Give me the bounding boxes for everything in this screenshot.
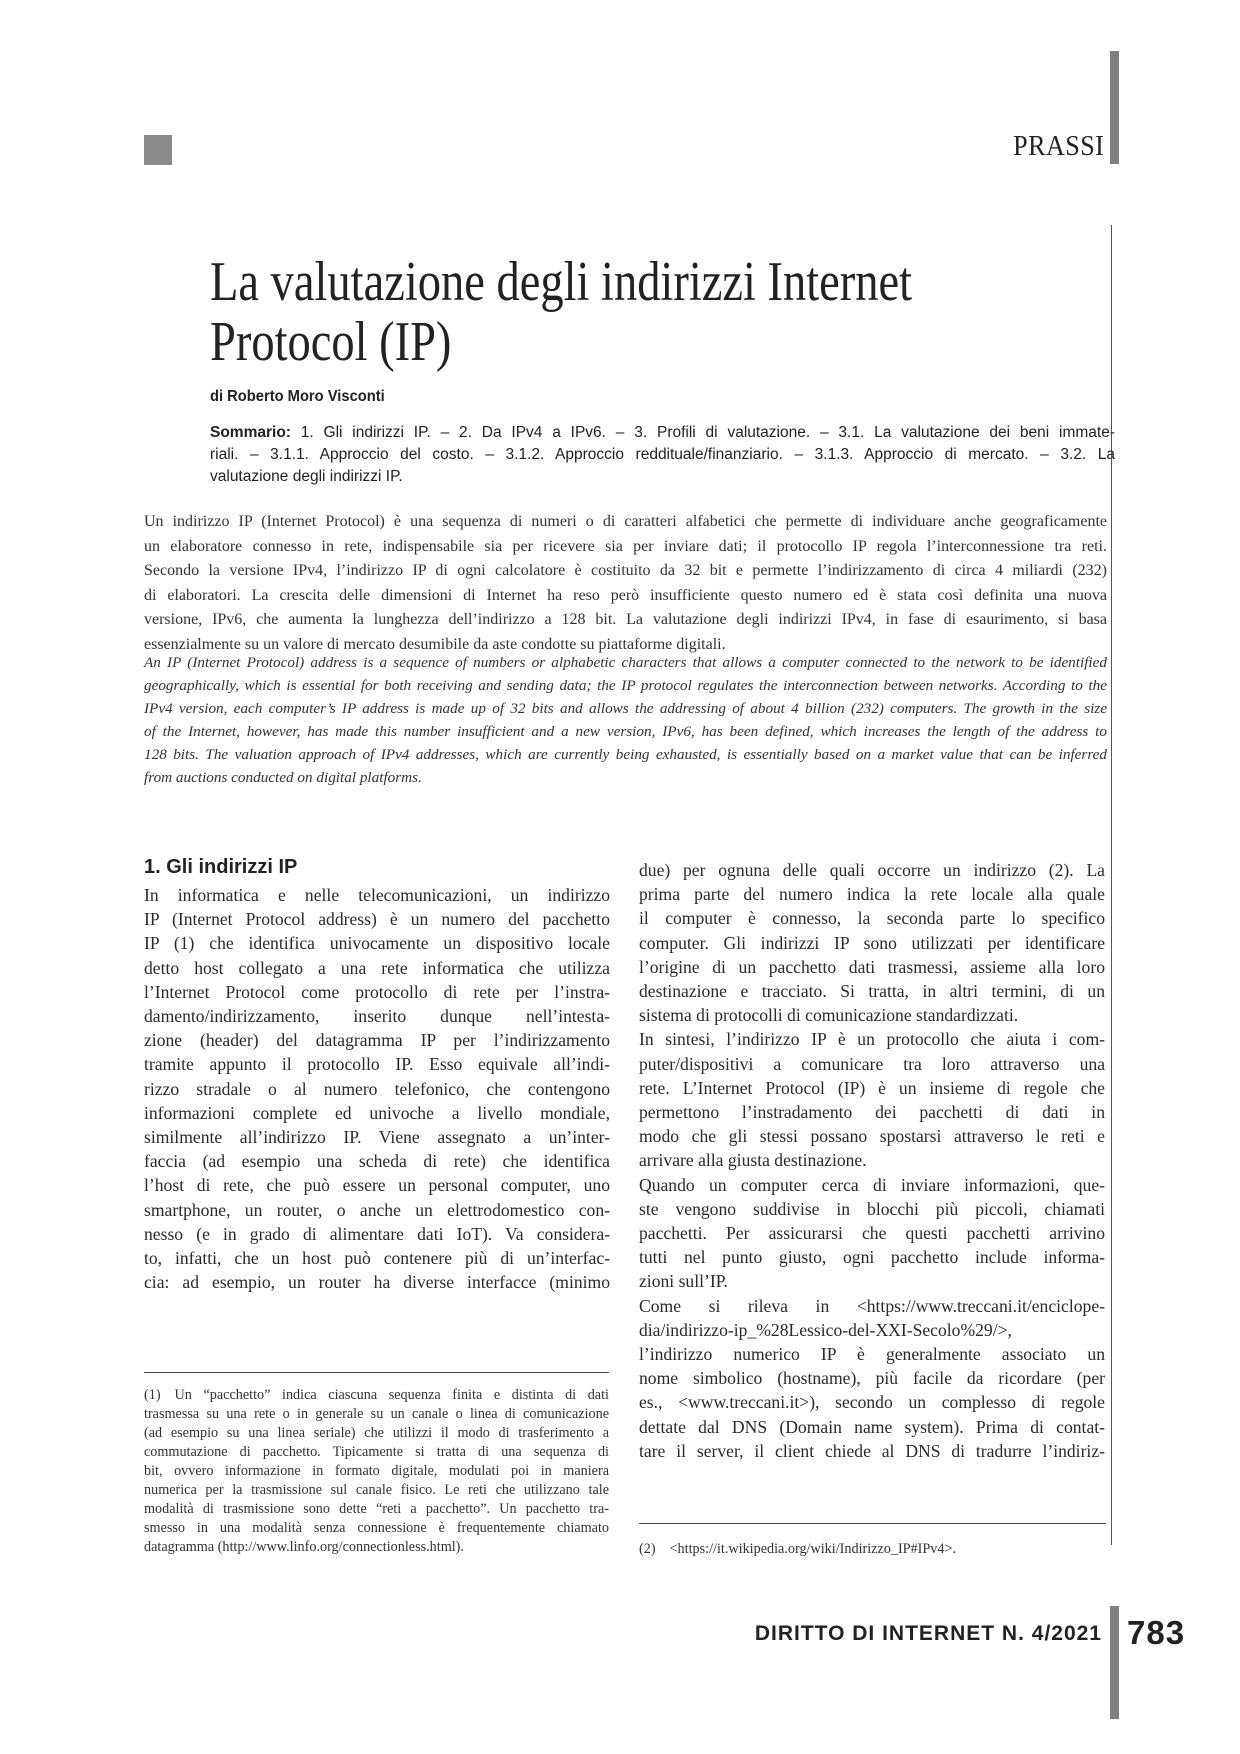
text-line: l’host di rete, che può essere un personal computer, uno [144, 1175, 610, 1196]
text-line: bit, ovvero informazione in formato digitale, modulati poi in maniera [144, 1463, 609, 1479]
summary-line: riali. – 3.1.1. Approccio del costo. – 3.1.2. Approccio reddituale/finanziario. – 3.1.3. Approccio di mercato. – 3.2. La [210, 446, 1115, 463]
text-line: Quando un computer cerca di inviare informazioni, que- [639, 1174, 1105, 1195]
text-line: datagramma (http://www.linfo.org/connectionless.html). [144, 1539, 464, 1555]
text-line: modalità di trasmissione sono dette “reti a pacchetto”. Un pacchetto tra- [144, 1501, 609, 1517]
abstract-italian [144, 510, 1107, 657]
text-line: smesso in una modalità senza connessione è frequentemente chiamato [144, 1520, 609, 1536]
author-byline: di Roberto Moro Visconti [210, 388, 385, 405]
footnote-separator [144, 1372, 609, 1373]
journal-issue: DIRITTO DI INTERNET N. 4/2021 [754, 1622, 1102, 1645]
summary-label: Sommario: [210, 424, 291, 441]
section-marker-square [144, 135, 172, 165]
text-line: modo che gli stessi possano spostarsi attraverso le reti e [639, 1126, 1105, 1147]
text-line: tutti nel punto giusto, ogni pacchetto include informa- [639, 1247, 1105, 1268]
footnote-link[interactable]: <https://it.wikipedia.org/wiki/Indirizzo_IP#IPv4>. [669, 1541, 957, 1557]
title-line: La valutazione degli indirizzi Internet [210, 251, 913, 313]
paragraph [639, 1027, 1105, 1172]
text-line: Un indirizzo IP (Internet Protocol) è una sequenza di numeri o di caratteri alfabetici che permette di individuare anche geograficamente [144, 513, 1107, 530]
text-line: informazioni complete ed univoche a livello mondiale, [144, 1102, 610, 1123]
footnote-1 [144, 1386, 609, 1557]
text-line: ste vengono suddivise in blocchi più piccoli, chiamati [639, 1198, 1105, 1219]
title-line: Protocol (IP) [210, 311, 452, 373]
text-line: Secondo la versione IPv4, l’indirizzo IP di ogni calcolatore è costituito da 32 bit e permette l’indirizzamento di circa 4 miliardi (232) [144, 562, 1107, 579]
body-column-right [639, 858, 1105, 1463]
text-line: cia: ad esempio, un router ha diverse interfacce (minimo [144, 1272, 610, 1293]
text-line: dia/indirizzo-ip_%28Lessico-del-XXI-Secolo%29/>, [639, 1319, 1012, 1340]
text-line: zione (header) del datagramma IP per l’indirizzamento [144, 1030, 610, 1051]
text-line: tramite appunto il protocollo IP. Esso equivale all’indi- [144, 1054, 610, 1075]
text-line: An IP (Internet Protocol) address is a sequence of numbers or alphabetic characters that allows a computer connected to the network to be identified [144, 654, 1107, 671]
text-line: sistema di protocolli di comunicazione standardizzati. [639, 1005, 1019, 1026]
summary-line [210, 422, 1115, 444]
text-line: numerica per la trasmissione sul canale fisico. Le reti che utilizzano tale [144, 1482, 609, 1498]
text-line: nome simbolico (hostname), più facile da ricordare (per [639, 1368, 1105, 1389]
summary-line: valutazione degli indirizzi IP. [210, 468, 403, 485]
text-line: zioni sull’IP. [639, 1271, 728, 1292]
paragraph [639, 1173, 1105, 1294]
text-line: smartphone, un router, o anche un elettrodomestico con- [144, 1199, 610, 1220]
text-line: l’origine di un pacchetto dati trasmessi, assieme alla loro [639, 956, 1105, 977]
body-column-left [144, 883, 610, 1294]
text-line: puter/dispositivi a comunicare tra loro attraverso una [639, 1053, 1105, 1074]
text-line: commutazione di pacchetto. Tipicamente si tratta di una sequenza di [144, 1444, 609, 1460]
text-line: IP (Internet Protocol address) è un numero del pacchetto [144, 909, 610, 930]
footnote-2 [639, 1540, 1104, 1559]
text-line: IPv4 version, each computer’s IP address is made up of 32 bits and allows the addressing of about 4 billion (232) computers. The growth in the size [144, 700, 1107, 717]
text-line: In informatica e nelle telecomunicazioni, un indirizzo [144, 885, 610, 905]
text-line: rete. L’Internet Protocol (IP) è un insieme di regole che [639, 1077, 1105, 1098]
text-line: computer. Gli indirizzi IP sono utilizzati per identificare [639, 932, 1105, 953]
footnote-number: (1) [144, 1387, 161, 1403]
text-line: dettate dal DNS (Domain name system). Prima di contat- [639, 1416, 1105, 1437]
text-line: (ad esempio su una linea seriale) che utilizzi il modo di trasferimento a [144, 1425, 609, 1441]
text-line: rizzo stradale o al numero telefonico, che contengono [144, 1078, 610, 1099]
text-line [144, 1386, 609, 1405]
text-line: prima parte del numero indica la rete locale alla quale [639, 884, 1105, 905]
text-line: l’Internet Protocol come protocollo di rete per l’instra- [144, 981, 610, 1002]
text-line: essenzialmente su un valore di mercato desumibile da aste condotte su piattaforme digitali. [144, 635, 726, 653]
text-line: il computer è connesso, la seconda parte lo specifico [639, 908, 1105, 929]
footer-accent-bar [1110, 1606, 1119, 1719]
text-line: l’indirizzo numerico IP è generalmente associato un [639, 1344, 1105, 1365]
text-line: detto host collegato a una rete informatica che utilizza [144, 957, 610, 978]
text-line: In sintesi, l’indirizzo IP è un protocollo che aiuta i com- [639, 1029, 1105, 1050]
section-heading: 1. Gli indirizzi IP [144, 856, 298, 878]
page-number: 783 [1127, 1614, 1186, 1651]
text-line: destinazione e tracciato. Si tratta, in altri termini, di un [639, 981, 1105, 1002]
text-line: from auctions conducted on digital platforms. [144, 769, 422, 786]
text-line: permettono l’instradamento dei pacchetti di dati in [639, 1102, 1105, 1123]
paragraph [144, 883, 610, 1294]
text-line: versione, IPv6, che aumenta la lunghezza dell’indirizzo a 128 bit. La valutazione degli indirizzi IPv4, in fase di esaurimento, si basa [144, 611, 1107, 628]
text-line: nesso (e in grado di alimentare dati IoT). Va considera- [144, 1223, 610, 1244]
footnote-separator [639, 1523, 1106, 1524]
text-line: damento/indirizzamento, inserito dunque nell’intesta- [144, 1006, 610, 1027]
section-label: PRASSI [1012, 130, 1104, 162]
text-line: es., <www.treccani.it>), secondo un complesso di regole [639, 1392, 1105, 1413]
text-line: Come si rileva in <https://www.treccani.it/enciclope- [639, 1295, 1105, 1316]
summary [210, 422, 1115, 488]
text-line: due) per ognuna delle quali occorre un indirizzo (2). La [639, 860, 1105, 880]
header-accent-bar [1110, 51, 1119, 164]
paragraph [639, 858, 1105, 1027]
text-line: faccia (ad esempio una scheda di rete) che identifica [144, 1151, 610, 1172]
footnote-text: Un “pacchetto” indica ciascuna sequenza finita e distinta di dati [174, 1387, 609, 1403]
text-line: geographically, which is essential for both receiving and sending data; the IP protocol regulates the interconnection between networks. According to the [144, 677, 1107, 694]
text-line: un elaboratore connesso in rete, indispensabile sia per ricevere sia per inviare dati; il protocollo IP regola l’interconnessione tra reti. [144, 537, 1107, 555]
summary-text: 1. Gli indirizzi IP. – 2. Da IPv4 a IPv6. – 3. Profili di valutazione. – 3.1. La valutazione dei beni immate- [290, 424, 1115, 441]
footnote-number: (2) [639, 1541, 656, 1557]
article-title [210, 252, 912, 372]
text-line: of the Internet, however, has made this number insufficient and a new version, IPv6, has been defined, which increases the length of the address to [144, 723, 1107, 740]
text-line: tare il server, il client chiede al DNS di tradurre l’indiriz- [639, 1440, 1105, 1461]
text-line: di elaboratori. La crescita delle dimensioni di Internet ha reso però insufficiente questo numero ed è stata così definita una nuova [144, 586, 1107, 604]
text-line: arrivare alla giusta destinazione. [639, 1150, 867, 1171]
abstract-english [144, 651, 1107, 789]
text-line: trasmessa su una rete o in generale su un canale o linea di comunicazione [144, 1406, 609, 1422]
paragraph [639, 1294, 1105, 1463]
text-line: pacchetti. Per assicurarsi che questi pacchetti arrivino [639, 1223, 1105, 1244]
text-line: 128 bits. The valuation approach of IPv4 addresses, which are currently being exhausted, is essentially based on a market value that can be inferred [144, 746, 1107, 763]
text-line: to, infatti, che un host può contenere più di un’interfac- [144, 1248, 610, 1269]
text-line: similmente all’indirizzo IP. Viene assegnato a un’inter- [144, 1127, 610, 1148]
text-line: IP (1) che identifica univocamente un dispositivo locale [144, 933, 610, 954]
